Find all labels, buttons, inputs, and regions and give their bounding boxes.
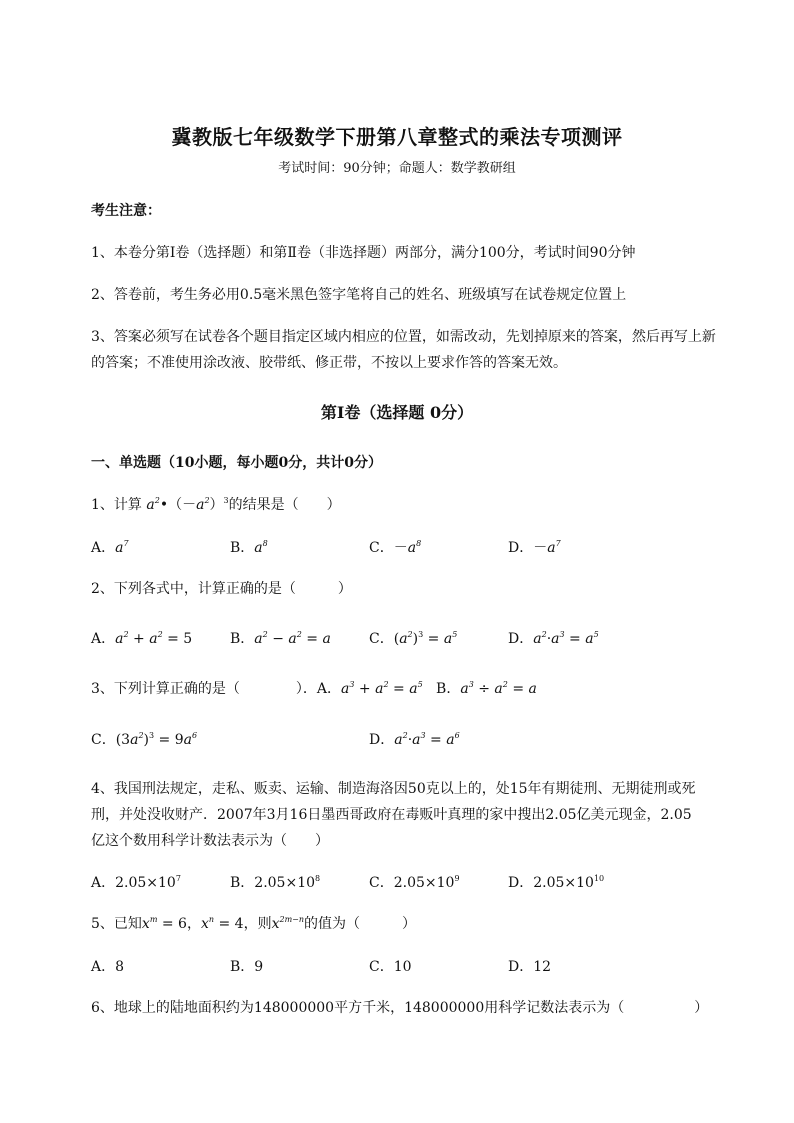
- notice-item-3-cont: 的答案；不准使用涂改液、胶带纸、修正带，不按以上要求作答的答案无效。: [91, 355, 567, 371]
- exam-info: 考试时间：90分钟；命题人：数学教研组: [278, 161, 516, 176]
- question-4-line-1: 4、我国刑法规定，走私、贩卖、运输、制造海洛因50克以上的，处15年有期徒刑、无期徒刑或死: [91, 781, 696, 797]
- page-title: 冀教版七年级数学下册第八章整式的乘法专项测评: [171, 125, 623, 149]
- notice-heading: 考生注意：: [91, 203, 161, 219]
- q2-option-d[interactable]: D．$a^2\cdot a^3 = a^5$: [508, 630, 599, 647]
- q2-option-c[interactable]: C．$(a^2)^3 = a^5$: [369, 630, 458, 647]
- q2-option-a[interactable]: A．$a^2 + a^2 = 5$: [91, 630, 193, 647]
- q5-option-c[interactable]: C．10: [369, 959, 412, 975]
- question-5-stem: 5、已知$x^m = 6$，$x^n = 4$，则$x^{2m-n}$的值为（ ）: [91, 915, 417, 932]
- question-2-stem: 2、下列各式中，计算正确的是（ ）: [91, 581, 352, 597]
- q4-option-a[interactable]: A．$2.05\times 10^7$: [91, 874, 181, 891]
- question-4-line-3: 亿这个数用科学计数法表示为（ ）: [91, 833, 329, 849]
- q3-option-c[interactable]: C．$(3a^2)^3 = 9a^6$: [91, 731, 198, 748]
- notice-item-2: 2、答卷前，考生务必用0.5毫米黑色签字笔将自己的姓名、班级填写在试卷规定位置上: [91, 287, 627, 303]
- q5-option-b[interactable]: B．9: [230, 959, 264, 975]
- question-4-line-2: 刑，并处没收财产．2007年3月16日墨西哥政府在毒贩叶真理的家中搜出2.05亿美元现金，2.05: [91, 807, 692, 823]
- q1-option-c[interactable]: C．$-a^8$: [369, 539, 422, 556]
- q4-option-b[interactable]: B．$2.05\times 10^8$: [230, 874, 321, 891]
- q1-option-a[interactable]: A．$a^7$: [91, 539, 129, 556]
- q2-option-b[interactable]: B．$a^2 - a^2 = a$: [230, 630, 331, 647]
- section-title: 第I卷（选择题 0分）: [320, 403, 474, 422]
- q1-option-b[interactable]: B．$a^8$: [230, 539, 268, 556]
- q5-option-a[interactable]: A．8: [91, 959, 125, 975]
- q3-option-d[interactable]: D．$a^2\cdot a^3 = a^6$: [369, 731, 460, 748]
- q5-option-d[interactable]: D．12: [508, 959, 552, 975]
- question-1-stem: 1、计算 $a^2•(-a^2)^3$的结果是（ ）: [91, 496, 341, 513]
- q1-option-d[interactable]: D．$-a^7$: [508, 539, 561, 556]
- question-3-stem: 3、下列计算正确的是（ ）．A．$a^3 + a^2 = a^5$ B．$a^3 \div a^2 = a$: [91, 680, 537, 697]
- notice-item-3: 3、答案必须写在试卷各个题目指定区域内相应的位置，如需改动，先划掉原来的答案，然后再写上新: [91, 329, 716, 345]
- q4-option-d[interactable]: D．$2.05\times 10^{10}$: [508, 874, 605, 891]
- notice-item-1: 1、本卷分第I卷（选择题）和第Ⅱ卷（非选择题）两部分，满分100分，考试时间90分钟: [91, 245, 636, 261]
- part-heading: 一、单选题（10小题，每小题0分，共计0分）: [91, 455, 382, 471]
- question-6-stem: 6、地球上的陆地面积约为148000000平方千米，148000000用科学记数法表示为（ ）: [91, 1000, 709, 1016]
- q4-option-c[interactable]: C．$2.05\times 10^9$: [369, 874, 460, 891]
